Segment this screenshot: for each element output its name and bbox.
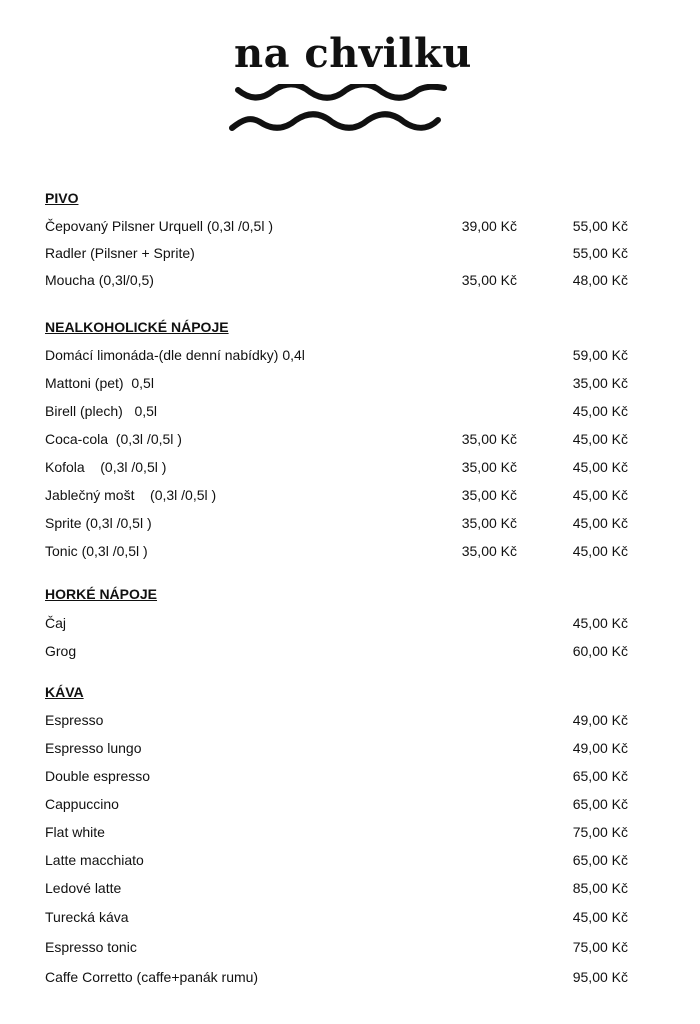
item-name: Radler (Pilsner + Sprite) bbox=[45, 245, 195, 261]
menu-item bbox=[0, 272, 700, 290]
item-price: 48,00 Kč bbox=[572, 272, 628, 288]
item-name: Čaj bbox=[45, 615, 67, 631]
item-name: Grog bbox=[45, 643, 77, 659]
item-name: Double espresso bbox=[45, 768, 151, 784]
item-price: 45,00 Kč bbox=[572, 615, 628, 631]
item-price: 49,00 Kč bbox=[572, 712, 628, 728]
menu-item bbox=[0, 939, 700, 957]
item-name: Espresso bbox=[45, 712, 104, 728]
section-nealko-heading: NEALKOHOLICKÉ NÁPOJE bbox=[45, 319, 229, 335]
item-price: 45,00 Kč bbox=[572, 459, 628, 475]
menu-item bbox=[0, 543, 700, 561]
item-price: 65,00 Kč bbox=[572, 852, 628, 868]
item-price: 45,00 Kč bbox=[572, 543, 628, 559]
item-price: 45,00 Kč bbox=[572, 487, 628, 503]
menu-item bbox=[0, 347, 700, 365]
menu-item bbox=[0, 643, 700, 661]
item-price-small: 35,00 Kč bbox=[461, 515, 517, 531]
menu-item bbox=[0, 880, 700, 898]
item-name: Tonic (0,3l /0,5l ) bbox=[45, 543, 148, 559]
menu-item bbox=[0, 431, 700, 449]
item-price: 65,00 Kč bbox=[572, 796, 628, 812]
item-price: 49,00 Kč bbox=[572, 740, 628, 756]
item-price-small: 35,00 Kč bbox=[461, 543, 517, 559]
item-name: Espresso lungo bbox=[45, 740, 142, 756]
item-name: Čepovaný Pilsner Urquell (0,3l /0,5l ) bbox=[45, 218, 273, 234]
menu-item bbox=[0, 403, 700, 421]
menu-item bbox=[0, 515, 700, 533]
item-price: 45,00 Kč bbox=[572, 909, 628, 925]
item-price: 55,00 Kč bbox=[572, 245, 628, 261]
menu-item bbox=[0, 740, 700, 758]
section-pivo-heading: PIVO bbox=[45, 190, 79, 206]
item-price: 45,00 Kč bbox=[572, 431, 628, 447]
item-name: Sprite (0,3l /0,5l ) bbox=[45, 515, 152, 531]
menu-item bbox=[0, 459, 700, 477]
item-name: Caffe Corretto (caffe+panák rumu) bbox=[45, 969, 259, 985]
menu-item bbox=[0, 796, 700, 814]
menu-item bbox=[0, 852, 700, 870]
item-price-small: 35,00 Kč bbox=[461, 459, 517, 475]
waves-icon bbox=[228, 84, 448, 136]
item-price-small: 35,00 Kč bbox=[461, 272, 517, 288]
item-name: Kofola (0,3l /0,5l ) bbox=[45, 459, 167, 475]
item-name: Coca-cola (0,3l /0,5l ) bbox=[45, 431, 182, 447]
section-kava-heading: KÁVA bbox=[45, 684, 84, 700]
logo bbox=[228, 30, 472, 140]
menu-item bbox=[0, 824, 700, 842]
item-price: 95,00 Kč bbox=[572, 969, 628, 985]
item-price: 59,00 Kč bbox=[572, 347, 628, 363]
menu-item bbox=[0, 615, 700, 633]
item-price: 75,00 Kč bbox=[572, 939, 628, 955]
item-price: 60,00 Kč bbox=[572, 643, 628, 659]
item-name: Cappuccino bbox=[45, 796, 119, 812]
item-price-small: 35,00 Kč bbox=[461, 431, 517, 447]
section-horke-heading: HORKÉ NÁPOJE bbox=[45, 586, 158, 602]
item-name: Latte macchiato bbox=[45, 852, 144, 868]
item-name: Jablečný mošt (0,3l /0,5l ) bbox=[45, 487, 217, 503]
item-price: 45,00 Kč bbox=[572, 403, 628, 419]
logo-text: na chvilku bbox=[234, 30, 472, 77]
menu-item bbox=[0, 487, 700, 505]
item-price: 45,00 Kč bbox=[572, 515, 628, 531]
item-name: Flat white bbox=[45, 824, 105, 840]
item-price-small: 35,00 Kč bbox=[461, 487, 517, 503]
item-price: 55,00 Kč bbox=[572, 218, 628, 234]
item-price: 75,00 Kč bbox=[572, 824, 628, 840]
item-name: Mattoni (pet) 0,5l bbox=[45, 375, 154, 391]
item-name: Espresso tonic bbox=[45, 939, 137, 955]
menu-item bbox=[0, 245, 700, 263]
item-price: 85,00 Kč bbox=[572, 880, 628, 896]
menu-item bbox=[0, 375, 700, 393]
item-name: Birell (plech) 0,5l bbox=[45, 403, 158, 419]
item-price: 35,00 Kč bbox=[572, 375, 628, 391]
item-price: 65,00 Kč bbox=[572, 768, 628, 784]
item-name: Ledové latte bbox=[45, 880, 122, 896]
menu-item bbox=[0, 218, 700, 236]
menu-item bbox=[0, 768, 700, 786]
menu-item bbox=[0, 909, 700, 927]
item-name: Turecká káva bbox=[45, 909, 129, 925]
item-name: Moucha (0,3l/0,5) bbox=[45, 272, 154, 288]
menu-item bbox=[0, 969, 700, 987]
item-price-small: 39,00 Kč bbox=[461, 218, 517, 234]
item-name: Domácí limonáda-(dle denní nabídky) 0,4l bbox=[45, 347, 305, 363]
menu-item bbox=[0, 712, 700, 730]
